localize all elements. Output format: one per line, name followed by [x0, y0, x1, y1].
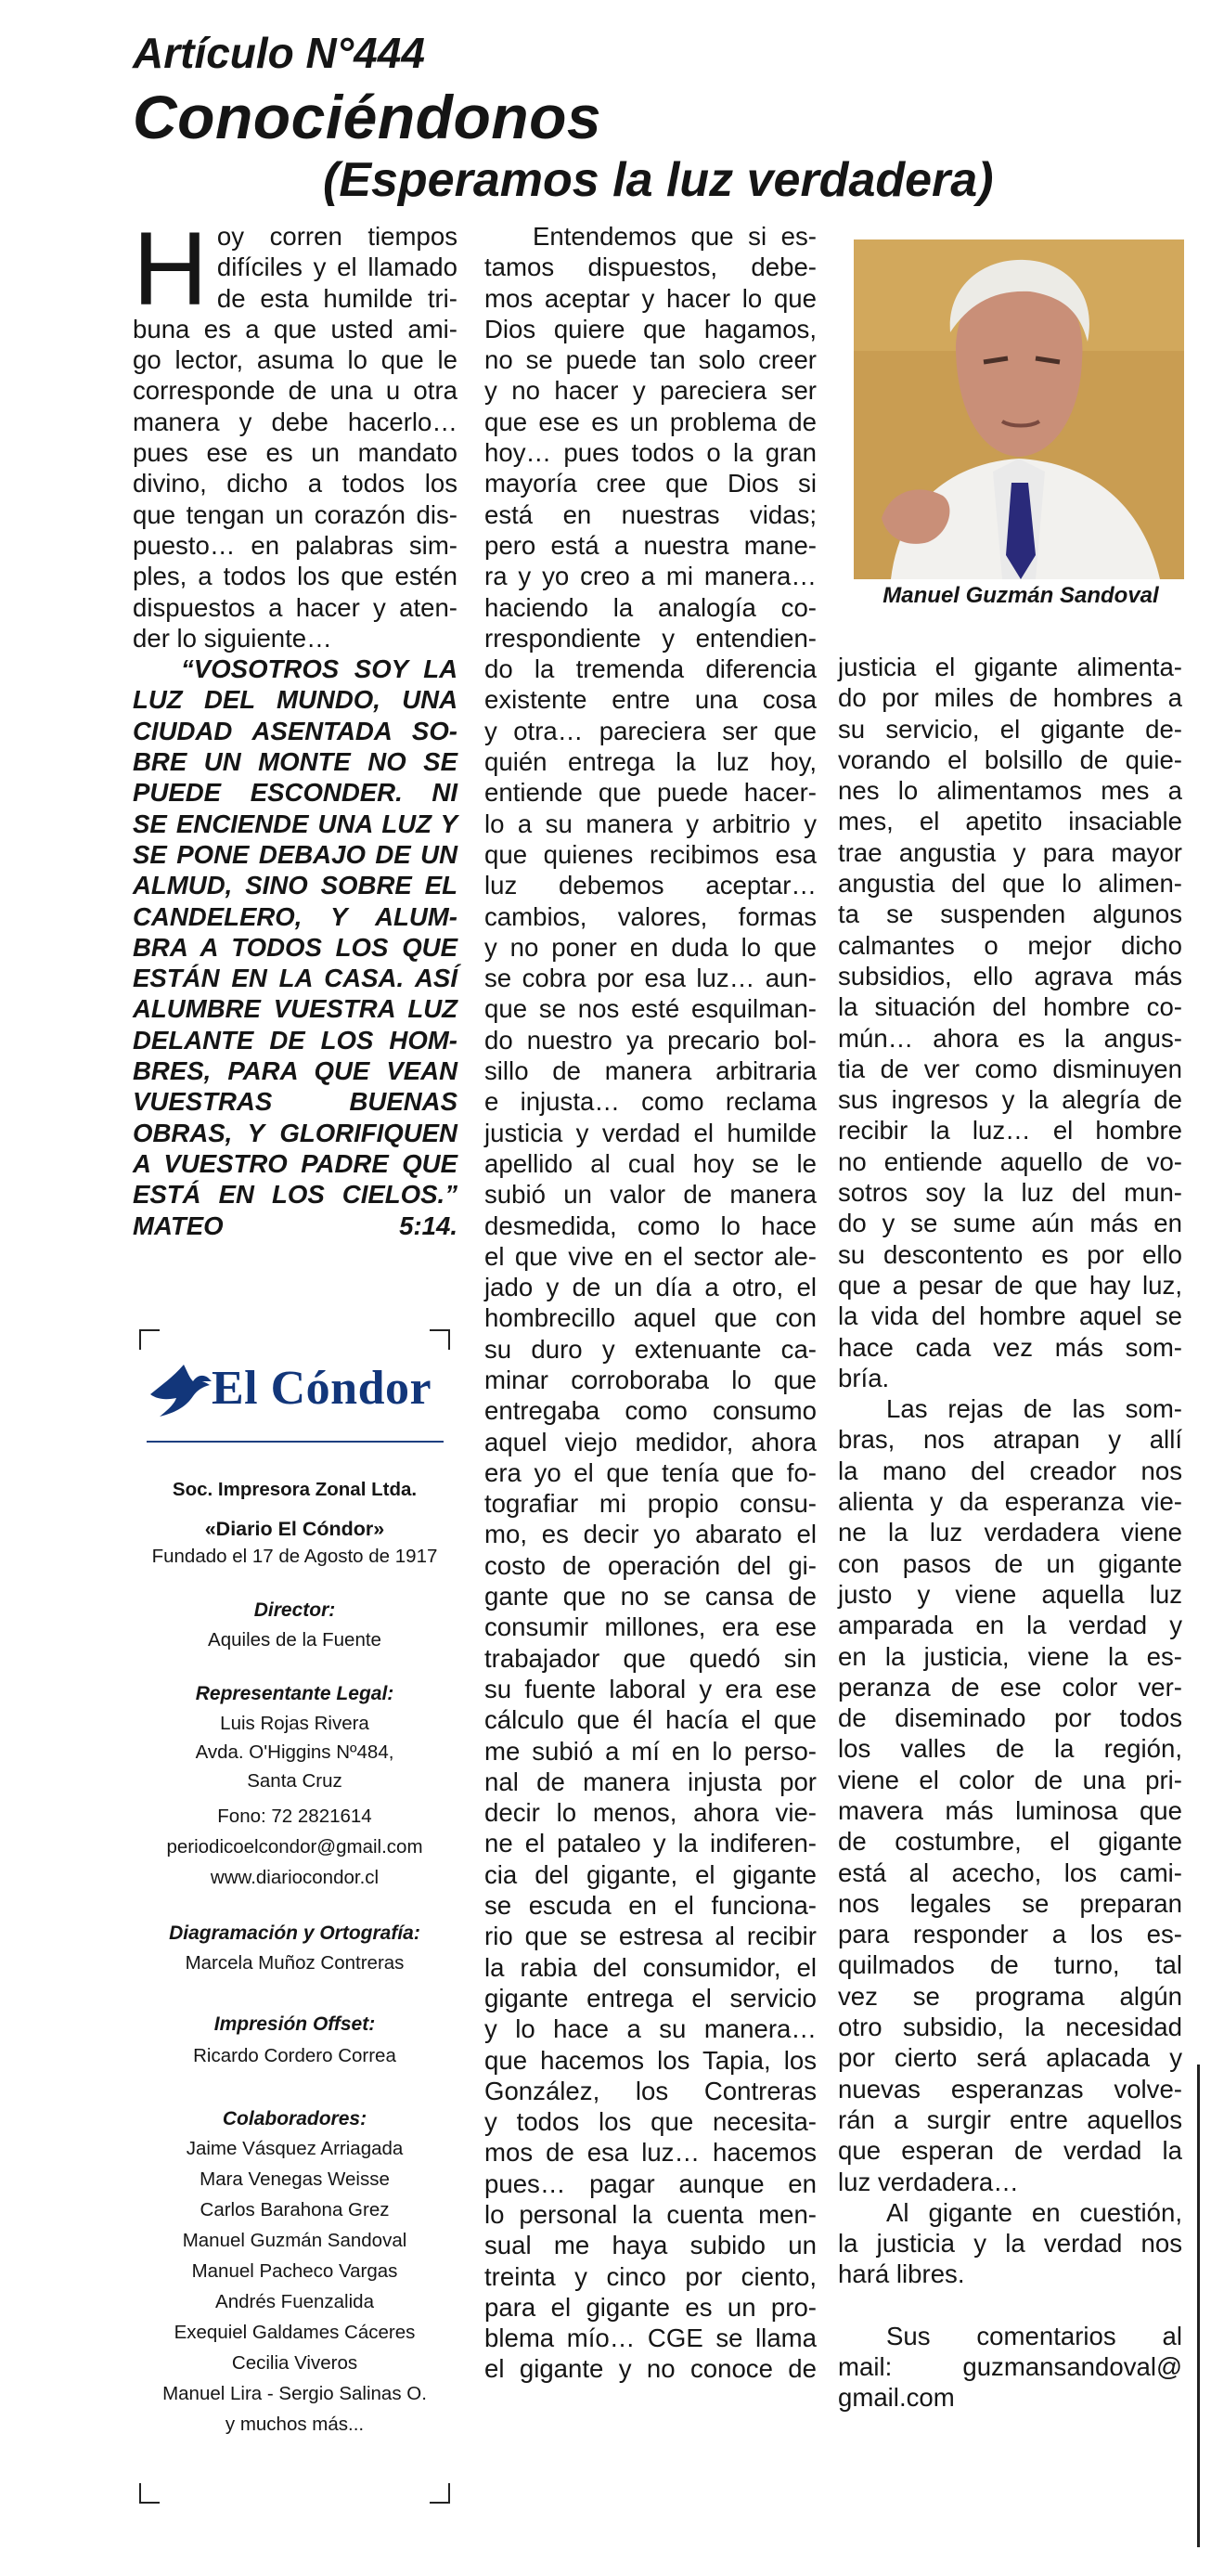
text-line: y lo hace a su manera…	[484, 2014, 817, 2044]
column-1	[133, 211, 457, 1241]
corner-ornament	[430, 1329, 450, 1350]
text-line: sotros soy la luz del mun-	[838, 1178, 1182, 1208]
text-line: trae angustia y para mayor	[838, 837, 1182, 867]
text-line: pues ese es un mandato	[133, 438, 457, 468]
text-line: de esta humilde tri-	[216, 283, 457, 313]
portrait-photo	[854, 239, 1184, 579]
text-line: y no poner en duda lo que	[484, 932, 817, 962]
paragraph	[838, 2197, 1182, 2290]
text-line: hace cada vez más som-	[838, 1332, 1182, 1362]
text-line: manera y debe hacerlo…	[133, 407, 457, 436]
text-line: Al gigante en cuestión,	[886, 2197, 1182, 2227]
text-line: nes lo alimentamos mes a	[838, 776, 1182, 806]
text-line: viene el color de una pri-	[838, 1765, 1182, 1794]
text-line: su duro y extenuante ca-	[484, 1334, 817, 1364]
quote-line: ALUMBRE VUESTRA LUZ	[133, 994, 457, 1024]
logo-divider	[147, 1441, 444, 1443]
column-2	[484, 221, 817, 2385]
text-line: gigante entrega el servicio	[484, 1983, 817, 2013]
quote-line: DELANTE DE LOS HOM-	[133, 1025, 457, 1055]
text-line: rán a surgir entre aquellos	[838, 2104, 1182, 2134]
text-line: el que vive en el sector ale-	[484, 1241, 817, 1271]
text-line: do la tremenda diferencia	[484, 654, 817, 684]
text-line: angustia del que lo alimen-	[838, 869, 1182, 899]
text-line: aquel viejo medidor, ahora	[484, 1427, 817, 1456]
paragraph	[838, 2321, 1182, 2414]
text-line: peranza de ese color ver-	[838, 1672, 1182, 1702]
quote-line: “VOSOTROS SOY LA	[181, 654, 457, 684]
text-line: mail: guzmansandoval@	[838, 2352, 1182, 2382]
text-line: mes, el apetito insaciable	[838, 807, 1182, 836]
text-line: sus ingresos y la alegría de	[838, 1085, 1182, 1115]
quote-line: MATEO 5:14.	[133, 1210, 457, 1240]
author-photo	[854, 239, 1184, 579]
text-line: no se puede tan solo creer	[484, 345, 817, 375]
text-line: por cierto será aplacada y	[838, 2043, 1182, 2073]
text-line: do y se sume aún más en	[838, 1209, 1182, 1238]
quote-line: ESTÁN EN LA CASA. ASÍ	[133, 964, 457, 993]
address-city: Santa Cruz	[247, 1770, 342, 1792]
collaborator: Andrés Fuenzalida	[215, 2291, 374, 2312]
text-line: pues… pagar aunque en	[484, 2168, 817, 2198]
collaborator: Cecilia Viveros	[231, 2352, 358, 2374]
text-line: que quienes recibimos esa	[484, 839, 817, 869]
text-line: la rabia del consumidor, el	[484, 1952, 817, 1982]
text-line: ta se suspenden algunos	[838, 900, 1182, 929]
quote-line: SE ENCIENDE UNA LUZ Y	[133, 809, 457, 838]
condor-bird-icon	[147, 1353, 213, 1428]
layout-name: Marcela Muñoz Contreras	[185, 1952, 405, 1974]
text-line: justicia el gigante alimenta-	[838, 653, 1182, 681]
text-line: decir lo menos, ahora vie-	[484, 1798, 817, 1828]
text-line: cambios, valores, formas	[484, 901, 817, 931]
quote-line: OBRAS, Y GLORIFIQUEN	[133, 1118, 457, 1147]
bible-quote	[133, 654, 457, 1241]
text-line: tamos dispuestos, debe-	[484, 252, 817, 282]
director-name: Aquiles de la Fuente	[208, 1629, 381, 1650]
collaborator: Exequiel Galdames Cáceres	[174, 2322, 416, 2343]
text-line: go lector, asuma lo que le	[133, 345, 457, 375]
print-name: Ricardo Cordero Correa	[193, 2045, 396, 2066]
quote-line: BRES, PARA QUE VEAN	[133, 1056, 457, 1086]
text-line: Entendemos que si es-	[533, 222, 817, 251]
text-line: mo, es decir yo abarato el	[484, 1520, 817, 1549]
text-line: la situación del hombre co-	[838, 992, 1182, 1022]
corner-ornament	[139, 1329, 160, 1350]
text-line: do por miles de hombres a	[838, 683, 1182, 713]
quote-line: LUZ DEL MUNDO, UNA	[133, 685, 457, 715]
text-line: sual me haya subido un	[484, 2231, 817, 2260]
text-line: se escuda en el funciona-	[484, 1891, 817, 1921]
text-line: quilmados de turno, tal	[838, 1950, 1182, 1980]
print-title: Impresión Offset:	[213, 2013, 376, 2035]
text-line: luz verdadera…	[838, 2167, 1019, 2196]
newspaper-logo	[147, 1348, 444, 1433]
text-line: lo a su manera y arbitrio y	[484, 809, 817, 838]
opening-paragraph	[133, 211, 457, 654]
text-line: que tengan un corazón dis-	[133, 499, 457, 529]
paragraph	[838, 652, 1182, 1393]
text-line: su descontento es por ello	[838, 1239, 1182, 1269]
text-line: luz debemos aceptar…	[484, 871, 817, 900]
text-line: y otra… pareciera ser que	[484, 716, 817, 745]
text-line: Sus comentarios al	[886, 2321, 1182, 2350]
text-line: se cobra por esa luz… aun-	[484, 964, 817, 993]
collaborator: Manuel Pacheco Vargas	[191, 2260, 398, 2282]
text-line: no entiende aquello de vo-	[838, 1146, 1182, 1176]
text-line: blema mío… CGE se llama	[484, 2324, 817, 2353]
text-line: tografiar mi propio consu-	[484, 1489, 817, 1519]
founded-date: Fundado el 17 de Agosto de 1917	[151, 1546, 438, 1567]
text-line: gante que no se cansa de	[484, 1582, 817, 1612]
text-line: la justicia y la verdad nos	[838, 2229, 1182, 2259]
corner-ornament	[139, 2483, 160, 2504]
text-line: consumir millones, era ese	[484, 1612, 817, 1642]
text-line: cia del gigante, el gigante	[484, 1859, 817, 1889]
text-line: la vida del hombre aquel se	[838, 1301, 1182, 1331]
text-line: y no hacer y pareciera ser	[484, 376, 817, 406]
text-line: apellido al cual hoy se le	[484, 1148, 817, 1178]
collaborator: Manuel Lira - Sergio Salinas O.	[162, 2383, 427, 2404]
legal-name: Luis Rojas Rivera	[220, 1713, 369, 1734]
masthead-box	[139, 1329, 450, 2504]
text-line: era yo el que tenía que fo-	[484, 1457, 817, 1487]
paragraph	[838, 1393, 1182, 2197]
quote-line: ALMUD, SINO SOBRE EL	[133, 871, 457, 900]
quote-line: BRE UN MONTE NO SE	[133, 747, 457, 777]
quote-line: A VUESTRO PADRE QUE	[133, 1148, 457, 1178]
text-line: subió un valor de manera	[484, 1180, 817, 1210]
article-kicker: Artículo N°444	[133, 29, 425, 77]
text-line: costo de operación del gi-	[484, 1550, 817, 1580]
text-line: alienta y da esperanza vie-	[838, 1487, 1182, 1517]
text-line: ne el pataleo y la indiferen-	[484, 1829, 817, 1858]
quote-line: BRA A TODOS LOS QUE	[133, 932, 457, 962]
text-line: amparada en la verdad y	[838, 1611, 1182, 1640]
text-line: ne la luz verdadera viene	[838, 1518, 1182, 1547]
text-line: difíciles y el llamado	[216, 252, 457, 282]
text-line: nos legales se preparan	[838, 1888, 1182, 1918]
text-line: mayoría cree que Dios si	[484, 469, 817, 498]
text-line: bría.	[838, 1363, 890, 1392]
text-line: en la justicia, viene la es-	[838, 1641, 1182, 1671]
text-line: quién entrega la luz hoy,	[484, 747, 817, 777]
collaborator: Jaime Vásquez Arriagada	[186, 2138, 404, 2159]
text-line: calmantes o mejor dicho	[838, 930, 1182, 960]
text-line: que a pesar de que hay luz,	[838, 1270, 1182, 1300]
column-3	[838, 652, 1182, 2414]
logo-wordmark: El Cóndor	[212, 1362, 432, 1415]
text-line: der lo siguiente…	[133, 623, 332, 653]
website-link[interactable]: www.diariocondor.cl	[210, 1867, 380, 1888]
text-line: hoy… pues todos o la gran	[484, 438, 817, 468]
email-link[interactable]: periodicoelcondor@gmail.com	[166, 1836, 423, 1858]
text-line: entregaba como consumo	[484, 1396, 817, 1426]
text-line: hará libres.	[838, 2259, 965, 2289]
legal-title: Representante Legal:	[195, 1683, 394, 1704]
text-line: ples, a todos los que estén	[133, 562, 457, 591]
text-line: existente entre una cosa	[484, 685, 817, 715]
text-line: su servicio, el gigante de-	[838, 714, 1182, 744]
text-line: puesto… en palabras sim-	[133, 530, 457, 560]
text-line: buna es a que usted ami-	[133, 314, 457, 343]
text-line: corresponde de una u otra	[133, 376, 457, 406]
text-line: dispuestos a hacer y aten-	[133, 592, 457, 622]
quote-line: PUEDE ESCONDER. NI	[133, 778, 457, 808]
text-line: para el gigante es un pro-	[484, 2292, 817, 2322]
text-line: me subió a mí en lo perso-	[484, 1736, 817, 1766]
text-line: para responder a los es-	[838, 1920, 1182, 1949]
text-line: oy corren tiempos	[216, 222, 457, 251]
text-line: divino, dicho a todos los	[133, 469, 457, 498]
text-line: que esperan de verdad la	[838, 2136, 1182, 2166]
text-line: Las rejas de las som-	[886, 1394, 1182, 1424]
text-line: justo y viene aquella luz	[838, 1579, 1182, 1609]
layout-title: Diagramación y Ortografía:	[169, 1922, 420, 1944]
phone-number: Fono: 72 2821614	[217, 1806, 372, 1827]
text-line: entiende que puede hacer-	[484, 778, 817, 808]
drop-cap: H	[133, 211, 208, 327]
text-line: subsidios, ello agrava más	[838, 961, 1182, 990]
text-line: nal de manera injusta por	[484, 1767, 817, 1796]
quote-line: VUESTRAS BUENAS	[133, 1087, 457, 1117]
text-line: mavera más luminosa que	[838, 1795, 1182, 1825]
text-line: que ese es un problema de	[484, 407, 817, 436]
photo-caption: Manuel Guzmán Sandoval	[882, 583, 1159, 608]
text-line: vorando el bolsillo de quie-	[838, 744, 1182, 774]
text-line: vez se programa algún	[838, 1981, 1182, 2011]
text-line: trabajador que quedó sin	[484, 1643, 817, 1673]
text-line: otro subsidio, la necesidad	[838, 2013, 1182, 2042]
text-line: mos de esa luz… hacemos	[484, 2138, 817, 2168]
text-line: el gigante y no conoce de	[484, 2354, 817, 2384]
text-line: la mano del creador nos	[838, 1456, 1182, 1485]
text-line: rrespondiente y entendien-	[484, 623, 817, 653]
quote-line: ESTÁ EN LOS CIELOS.”	[133, 1180, 457, 1210]
text-line: desmedida, como lo hace	[484, 1210, 817, 1240]
text-line: treinta y cinco por ciento,	[484, 2261, 817, 2291]
quote-line: CIUDAD ASENTADA SO-	[133, 716, 457, 745]
text-line: González, los Contreras	[484, 2076, 817, 2105]
text-line: lo personal la cuenta men-	[484, 2200, 817, 2229]
text-line: haciendo la analogía co-	[484, 592, 817, 622]
text-line: de diseminado por todos	[838, 1703, 1182, 1733]
collaborator: Carlos Barahona Grez	[200, 2199, 390, 2220]
corner-ornament	[430, 2483, 450, 2504]
text-line: mún… ahora es la angus-	[838, 1023, 1182, 1053]
text-line: gmail.com	[838, 2383, 955, 2413]
collaborator: Mara Venegas Weisse	[200, 2168, 390, 2190]
text-line: sillo de manera arbitraria	[484, 1056, 817, 1086]
text-line: de costumbre, el gigante	[838, 1827, 1182, 1857]
address-line: Avda. O'Higgins Nº484,	[195, 1741, 394, 1763]
text-line: y todos los que necesita-	[484, 2107, 817, 2137]
text-line: do nuestro ya precario bol-	[484, 1025, 817, 1055]
text-line: ra y yo creo a mi manera…	[484, 562, 817, 591]
text-line: mos aceptar y hacer lo que	[484, 283, 817, 313]
collaborators-title: Colaboradores:	[222, 2108, 367, 2129]
collaborator: Manuel Guzmán Sandoval	[182, 2230, 407, 2251]
paper-name: «Diario El Cóndor»	[204, 1518, 385, 1540]
text-line: está en nuestras vidas;	[484, 499, 817, 529]
text-line: jado y de un día a otro, el	[484, 1273, 817, 1302]
text-line: e injusta… como reclama	[484, 1087, 817, 1117]
director-title: Director:	[253, 1599, 336, 1621]
text-line: rio que se estresa al recibir	[484, 1922, 817, 1951]
article-subhead: (Esperamos la luz verdadera)	[323, 153, 994, 207]
quote-line: SE PONE DEBAJO DE UN	[133, 839, 457, 869]
text-line: recibir la luz… el hombre	[838, 1116, 1182, 1146]
text-line: Dios quiere que hagamos,	[484, 314, 817, 343]
article-headline: Conociéndonos	[133, 83, 602, 151]
text-line: los valles de la región,	[838, 1734, 1182, 1764]
text-line: que se nos esté esquilman-	[484, 994, 817, 1024]
text-line: minar corroboraba lo que	[484, 1365, 817, 1394]
text-line: su fuente laboral y era ese	[484, 1674, 817, 1703]
text-line: bras, nos atrapan y allí	[838, 1425, 1182, 1455]
company-name: Soc. Impresora Zonal Ltda.	[172, 1479, 418, 1500]
text-line: que hacemos los Tapia, los	[484, 2045, 817, 2075]
text-line: con pasos de un gigante	[838, 1548, 1182, 1578]
text-line: pero está a nuestra mane-	[484, 530, 817, 560]
text-line: justicia y verdad el humilde	[484, 1118, 817, 1147]
text-line: nuevas esperanzas volve-	[838, 2074, 1182, 2104]
quote-line: CANDELERO, Y ALUM-	[133, 901, 457, 931]
text-line: cálculo que él hacía el que	[484, 1705, 817, 1735]
collaborator: y muchos más...	[225, 2414, 365, 2435]
text-line: tia de ver como disminuyen	[838, 1054, 1182, 1083]
text-line: hombrecillo aquel que con	[484, 1303, 817, 1333]
text-line: está al acecho, los cami-	[838, 1858, 1182, 1887]
column-rule	[1197, 2065, 1200, 2547]
